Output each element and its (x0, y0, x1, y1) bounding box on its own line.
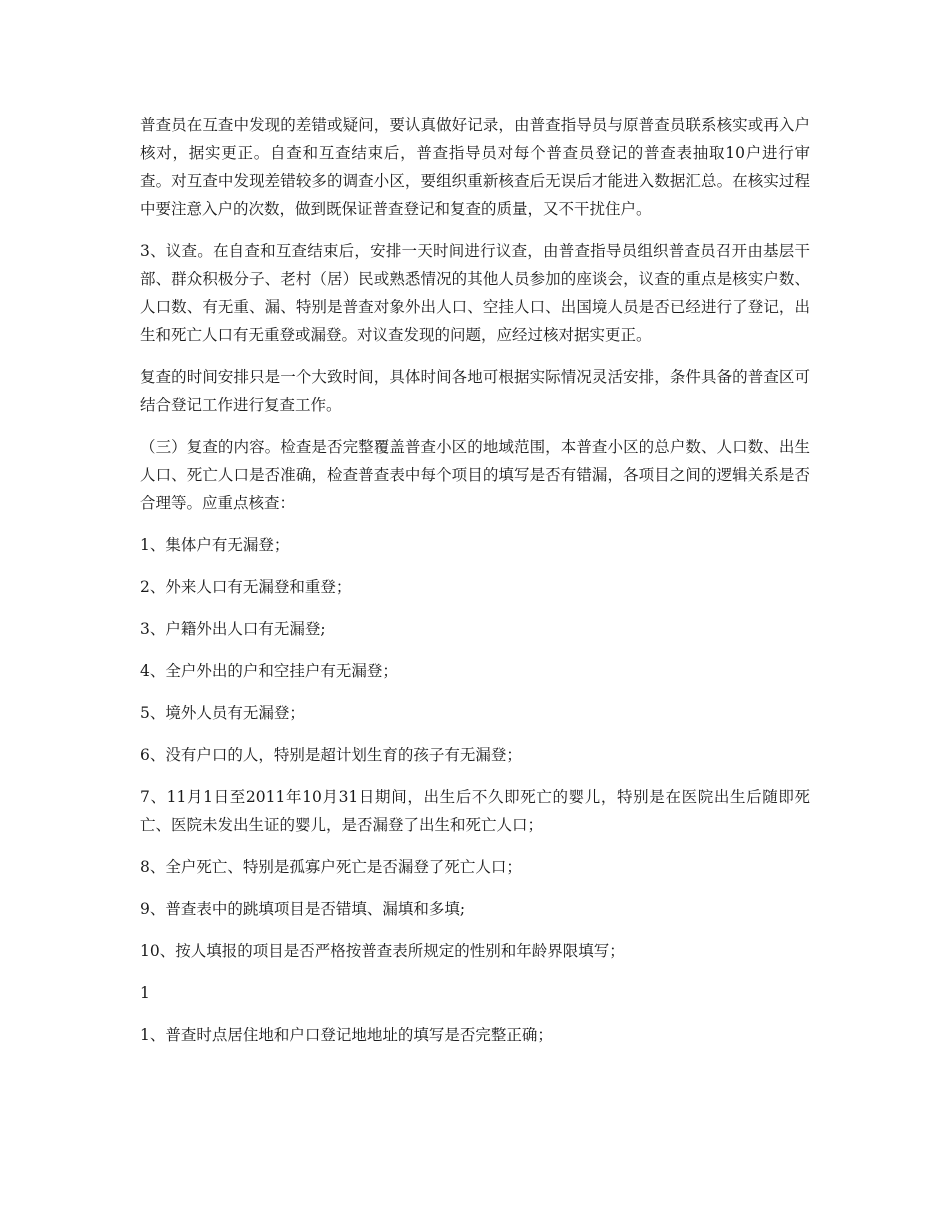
list-item-4: 4、全户外出的户和空挂户有无漏登； (140, 662, 398, 680)
list-item-9: 9、普查表中的跳填项目是否错填、漏填和多填; (140, 900, 466, 918)
list-item-6: 6、没有户口的人，特别是超计划生育的孩子有无漏登； (140, 746, 522, 764)
list-item-3: 3、户籍外出人口有无漏登; (140, 620, 326, 638)
list-item-5: 5、境外人员有无漏登； (140, 704, 305, 722)
list-item-next-1: 1、普查时点居住地和户口登记地地址的填写是否完整正确； (140, 1026, 553, 1044)
list-item-2: 2、外来人口有无漏登和重登； (140, 578, 352, 596)
paragraph-schedule-note: 复查的时间安排只是一个大致时间，具体时间各地可根据实际情况灵活安排，条件具备的普查区可结合登记工作进行复查工作。 (140, 368, 810, 414)
paragraph-discussion-check: 3、议查。在自查和互查结束后，安排一天时间进行议查，由普查指导员组织普查员召开由基层干部、群众积极分子、老村（居）民或熟悉情况的其他人员参加的座谈会，议查的重点是核实户数、人口数、有无重、漏、特别是普查对象外出人口、空挂人口、出国境人员是否已经进行了登记，出生和死亡人口有无重登或漏登。对议查发现的问题，应经过核对据实更正。 (140, 242, 810, 344)
paragraph-recheck-content: （三）复查的内容。检查是否完整覆盖普查小区的地域范围，本普查小区的总户数、人口数、出生人口、死亡人口是否准确，检查普查表中每个项目的填写是否有错漏，各项目之间的逻辑关系是否合理等。应重点核查： (140, 438, 810, 512)
list-item-8: 8、全户死亡、特别是孤寡户死亡是否漏登了死亡人口； (140, 858, 522, 876)
paragraph-recheck-errors: 普查员在互查中发现的差错或疑问，要认真做好记录，由普查指导员与原普查员联系核实或再入户核对，据实更正。自查和互查结束后，普查指导员对每个普查员登记的普查表抽取10户进行审查。对互查中发现差错较多的调查小区，要组织重新核查后无误后才能进入数据汇总。在核实过程中要注意入户的次数，做到既保证普查登记和复查的质量，又不干扰住户。 (140, 116, 810, 218)
list-item-7: 7、11月1日至2011年10月31日期间，出生后不久即死亡的婴儿，特别是在医院出生后随即死亡、医院未发出生证的婴儿，是否漏登了出生和死亡人口； (140, 788, 810, 834)
document-body (140, 111, 810, 1063)
list-item-10: 10、按人填报的项目是否严格按普查表所规定的性别和年龄界限填写； (140, 942, 625, 960)
page-number: 1 (140, 984, 150, 1002)
list-item-1: 1、集体户有无漏登； (140, 536, 290, 554)
